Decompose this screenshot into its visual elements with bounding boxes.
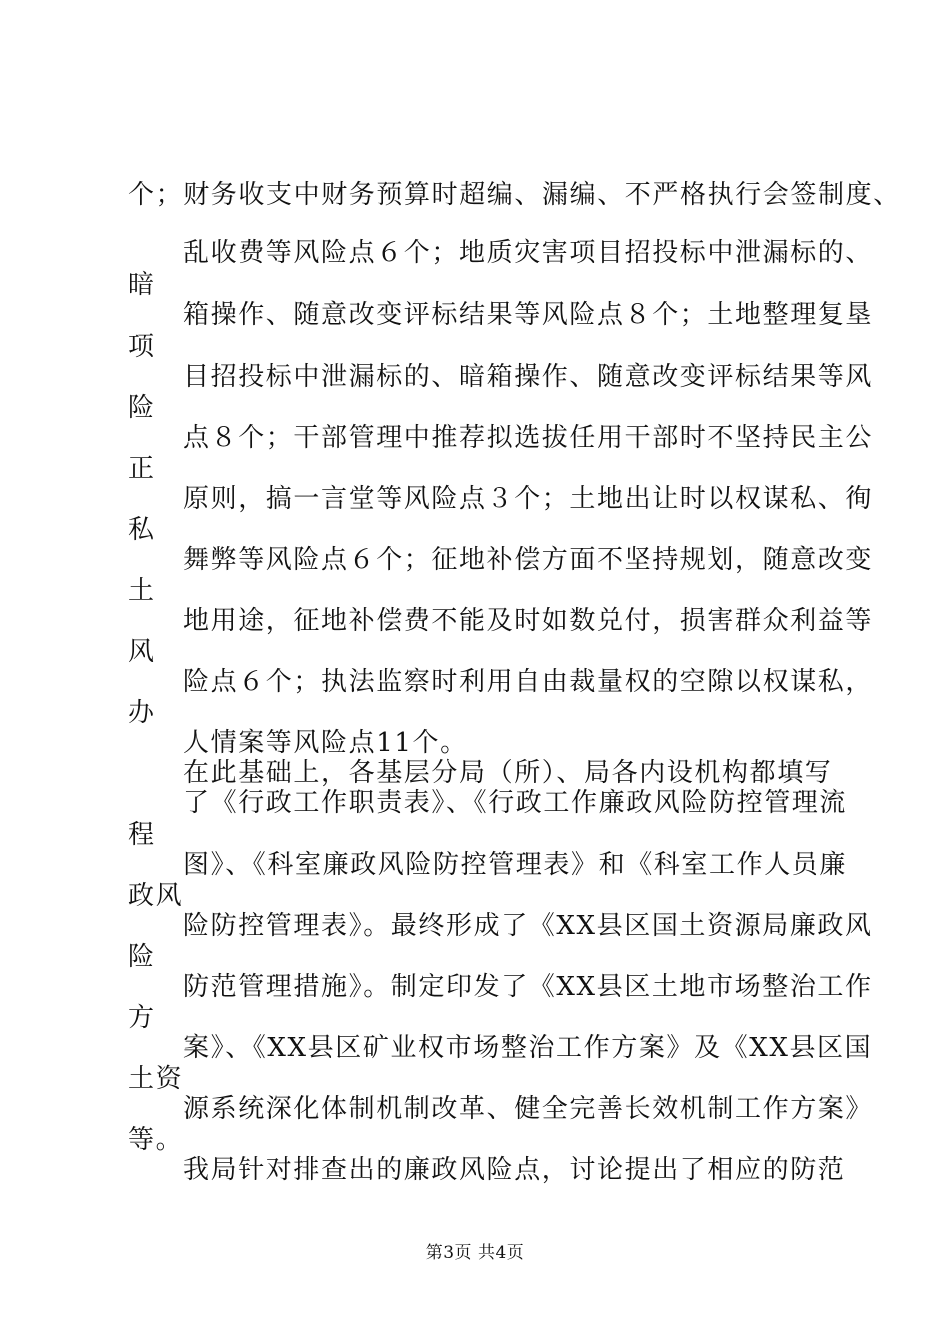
text-line: 程 <box>128 820 156 850</box>
text-line: 箱操作、随意改变评标结果等风险点８个；土地整理复垦 <box>183 300 874 330</box>
text-line: 政风 <box>128 881 184 911</box>
text-line: 图》、《科室廉政风险防控管理表》和《科室工作人员廉 <box>183 850 848 880</box>
text-line: 险 <box>128 393 156 423</box>
text-line: 险防控管理表》。最终形成了《XX县区国土资源局廉政风 <box>183 911 873 941</box>
text-line: 目招投标中泄漏标的、暗箱操作、随意改变评标结果等风 <box>183 362 874 392</box>
page-footer: 第3页 共4页 <box>425 1243 525 1263</box>
text-line: 个；财务收支中财务预算时超编、漏编、不严格执行会签制度、 <box>128 180 901 210</box>
text-line: 办 <box>128 698 156 728</box>
text-line: 私 <box>128 515 156 545</box>
text-line: 在此基础上，各基层分局（所）、局各内设机构都填写 <box>183 758 833 788</box>
text-line: 地用途，征地补偿费不能及时如数兑付，损害群众利益等 <box>183 606 874 636</box>
text-line: 土 <box>128 576 156 606</box>
text-line: 人情案等风险点11个。 <box>183 728 468 758</box>
text-line: 原则，搞一言堂等风险点３个；土地出让时以权谋私、徇 <box>183 484 874 514</box>
text-line: 正 <box>128 454 156 484</box>
text-line: 乱收费等风险点６个；地质灾害项目招投标中泄漏标的、 <box>183 238 874 268</box>
text-line: 险点６个；执法监察时利用自由裁量权的空隙以权谋私， <box>183 667 874 697</box>
text-line: 暗 <box>128 270 156 300</box>
text-line: 点８个；干部管理中推荐拟选拔任用干部时不坚持民主公 <box>183 423 874 453</box>
text-line: 等。 <box>128 1125 184 1155</box>
text-line: 案》、《XX县区矿业权市场整治工作方案》及《XX县区国 <box>183 1033 873 1063</box>
text-line: 舞弊等风险点６个；征地补偿方面不坚持规划，随意改变 <box>183 545 874 575</box>
text-line: 我局针对排查出的廉政风险点，讨论提出了相应的防范 <box>183 1155 846 1185</box>
text-line: 防范管理措施》。制定印发了《XX县区土地市场整治工作 <box>183 972 873 1002</box>
text-line: 项 <box>128 332 156 362</box>
text-line: 土资 <box>128 1064 184 1094</box>
text-line: 源系统深化体制机制改革、健全完善长效机制工作方案》 <box>183 1094 874 1124</box>
text-line: 险 <box>128 942 156 972</box>
text-line: 风 <box>128 637 156 667</box>
text-line: 方 <box>128 1003 156 1033</box>
text-line: 了《行政工作职责表》、《行政工作廉政风险防控管理流 <box>183 788 848 818</box>
